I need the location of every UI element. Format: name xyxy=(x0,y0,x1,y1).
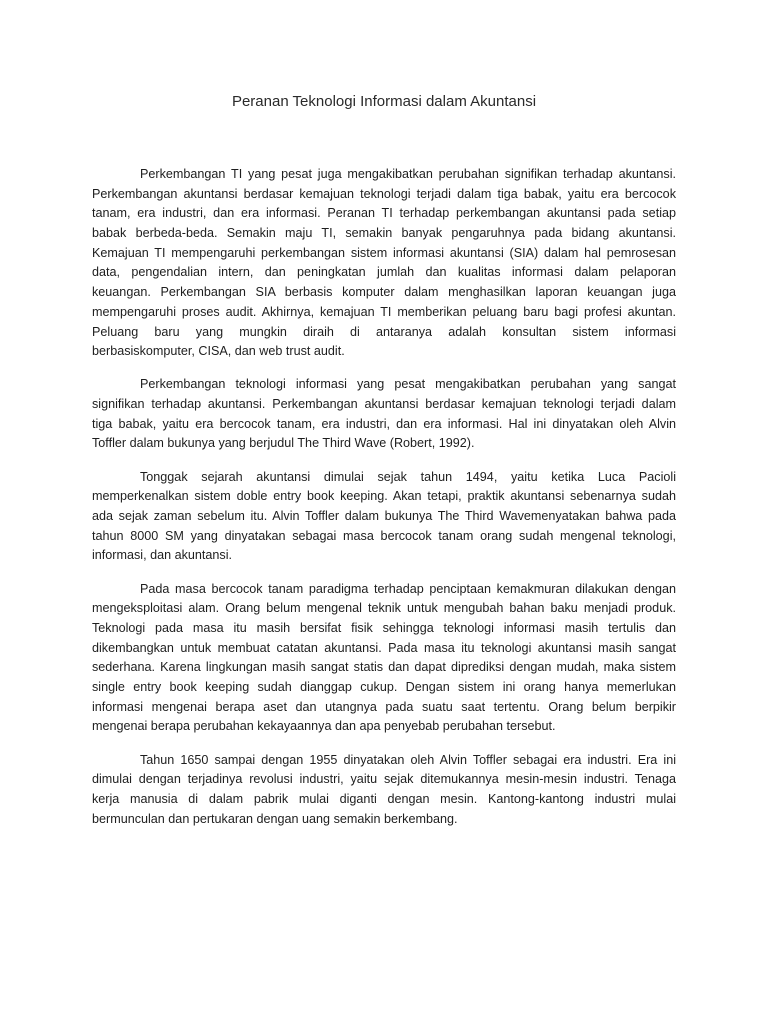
paragraph xyxy=(92,751,676,830)
paragraph-line: sederhana. Karena lingkungan masih sangat statis dan dapat diprediksi dengan mudah, maka sistem xyxy=(92,660,676,675)
paragraph-line: dikembangkan untuk membuat catatan akuntansi. Pada masa itu teknologi akuntansi masih sangat xyxy=(92,640,676,655)
paragraph xyxy=(92,580,676,738)
document-body xyxy=(92,165,676,843)
paragraph-line: tahun 8000 SM yang dinyatakan sebagai masa bercocok tanam orang sudah mengenal teknologi, xyxy=(92,528,676,543)
paragraph-line: Perkembangan akuntansi berdasar kemajuan teknologi terjadi dalam tiga babak, yaitu era bercocok xyxy=(92,186,676,201)
paragraph xyxy=(92,375,676,454)
paragraph-line: mengeksploitasi alam. Orang belum mengenal teknik untuk mengubah bahan baku menjadi produk. xyxy=(92,601,676,616)
paragraph-line: bermunculan dan pertukaran dengan uang semakin berkembang. xyxy=(92,811,458,826)
paragraph-line: Tonggak sejarah akuntansi dimulai sejak tahun 1494, yaitu ketika Luca Pacioli xyxy=(140,469,676,484)
paragraph-line: mempengaruhi proses audit. Akhirnya, kemajuan TI memberikan peluang baru bagi profesi akuntan. xyxy=(92,304,676,319)
paragraph-line: memperkenalkan sistem doble entry book keeping. Akan tetapi, praktik akuntansi sebenarnya sudah xyxy=(92,489,676,504)
paragraph-line: data, pengendalian intern, dan peningkatan jumlah dan kualitas informasi dalam pelaporan xyxy=(92,265,676,280)
paragraph-line: Pada masa bercocok tanam paradigma terhadap penciptaan kemakmuran dilakukan dengan xyxy=(140,581,676,596)
paragraph-line: informasi mengenai berapa aset dan utangnya pada suatu saat tertentu. Orang belum berpikir xyxy=(92,699,676,714)
paragraph-line: keuangan. Perkembangan SIA berbasis komputer dalam menghasilkan laporan keuangan juga xyxy=(92,285,676,300)
paragraph-line: Peluang baru yang mungkin diraih di antaranya adalah konsultan sistem informasi xyxy=(92,324,676,339)
paragraph-line: tiga babak, yaitu era bercocok tanam, era industri, dan era informasi. Hal ini dinyatakan oleh Alvin xyxy=(92,416,676,431)
paragraph-line: Kemajuan TI mempengaruhi perkembangan sistem informasi akuntansi (SIA) dalam hal pemrosesan xyxy=(92,245,676,260)
paragraph-line: Perkembangan teknologi informasi yang pesat mengakibatkan perubahan yang sangat xyxy=(140,377,676,392)
paragraph xyxy=(92,468,676,566)
paragraph-line: signifikan terhadap akuntansi. Perkembangan akuntansi berdasar kemajuan teknologi terjadi dalam xyxy=(92,397,676,412)
paragraph-line: ada sejak zaman sebelum itu. Alvin Toffler dalam bukunya The Third Wavemenyatakan bahwa pada xyxy=(92,509,676,523)
paragraph-line: informasi, dan akuntansi. xyxy=(92,548,233,563)
paragraph-line: Perkembangan TI yang pesat juga mengakibatkan perubahan signifikan terhadap akuntansi. xyxy=(140,167,676,181)
paragraph xyxy=(92,165,676,362)
paragraph-line: kerja manusia di dalam pabrik mulai diganti dengan mesin. Kantong-kantong industri mulai xyxy=(92,791,676,806)
document-title: Peranan Teknologi Informasi dalam Akuntansi xyxy=(231,93,537,110)
paragraph-line: berbasiskomputer, CISA, dan web trust audit. xyxy=(92,344,345,359)
paragraph-line: tanam, era industri, dan era informasi. Peranan TI terhadap perkembangan akuntansi pada setiap xyxy=(92,206,676,221)
paragraph-line: babak berbeda-beda. Semakin maju TI, semakin banyak pengaruhnya pada bidang akuntansi. xyxy=(92,226,676,241)
paragraph-line: single entry book keeping sudah dianggap cukup. Dengan sistem ini orang hanya memerlukan xyxy=(92,680,676,694)
paragraph-line: mengenai berapa perubahan kekayaannya dan apa penyebab perubahan tersebut. xyxy=(92,719,556,734)
paragraph-line: Toffler dalam bukunya yang berjudul The Third Wave (Robert, 1992). xyxy=(92,436,475,451)
paragraph-line: dimulai dengan terjadinya revolusi industri, yaitu sejak ditemukannya mesin-mesin industri. Tenaga xyxy=(92,772,676,787)
paragraph-line: Tahun 1650 sampai dengan 1955 dinyatakan oleh Alvin Toffler sebagai era industri. Era ini xyxy=(140,752,676,767)
paragraph-line: Teknologi pada masa itu masih bersifat fisik sehingga teknologi informasi masih tertulis dan xyxy=(92,620,676,635)
